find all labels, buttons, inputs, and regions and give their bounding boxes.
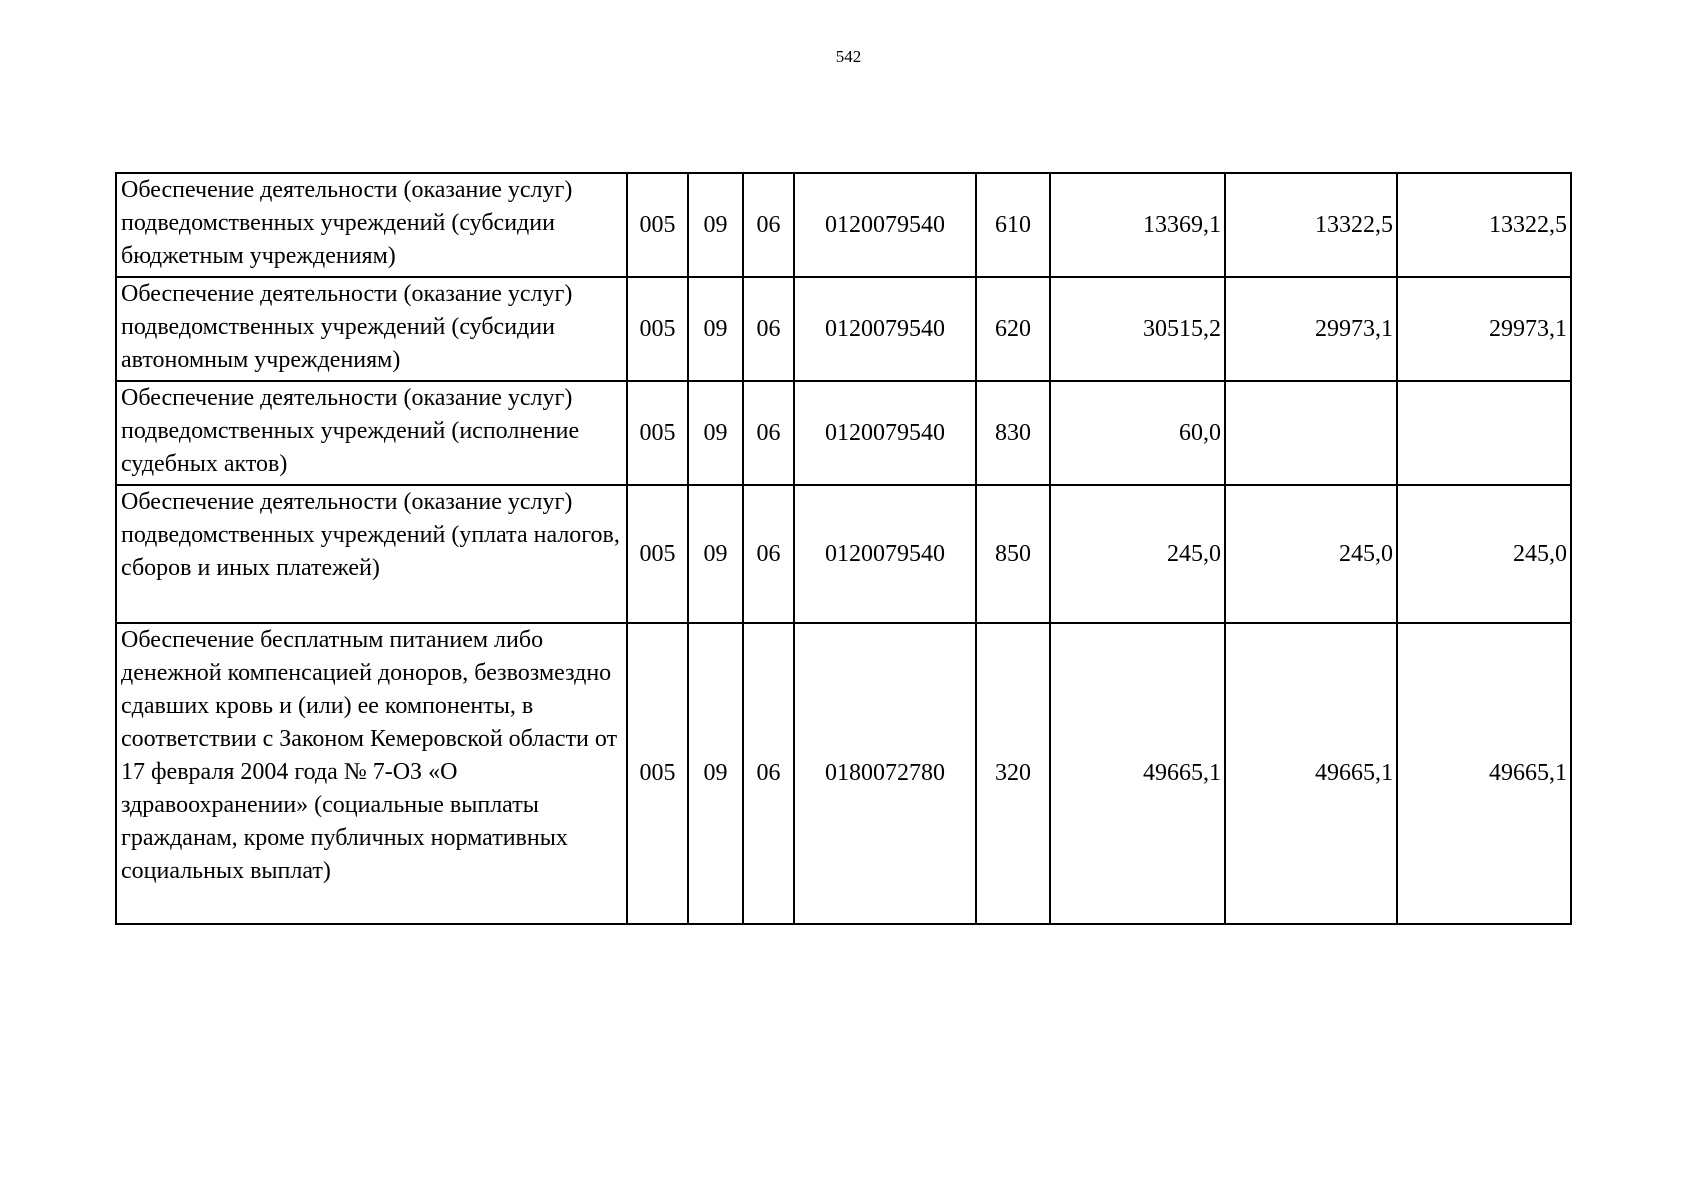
subsection-code: 06: [743, 381, 794, 485]
amount-year-3: 49665,1: [1397, 623, 1571, 924]
amount-year-2: 49665,1: [1225, 623, 1397, 924]
budget-table: [115, 172, 1572, 925]
row-description: Обеспечение деятельности (оказание услуг) подведомственных учреждений (субсидии автономным учреждениям): [116, 277, 627, 381]
amount-year-1: 49665,1: [1050, 623, 1225, 924]
table-row: [116, 173, 1571, 277]
amount-year-1: 245,0: [1050, 485, 1225, 623]
subsection-code: 06: [743, 485, 794, 623]
amount-year-2: 13322,5: [1225, 173, 1397, 277]
amount-year-3: 13322,5: [1397, 173, 1571, 277]
amount-year-2: [1225, 381, 1397, 485]
ministry-code: 005: [627, 381, 688, 485]
target-article-code: 0120079540: [794, 277, 976, 381]
expense-type-code: 620: [976, 277, 1050, 381]
subsection-code: 06: [743, 173, 794, 277]
expense-type-code: 320: [976, 623, 1050, 924]
amount-year-3: [1397, 381, 1571, 485]
expense-type-code: 610: [976, 173, 1050, 277]
table-row: [116, 485, 1571, 623]
target-article-code: 0120079540: [794, 381, 976, 485]
ministry-code: 005: [627, 173, 688, 277]
table-row: [116, 381, 1571, 485]
target-article-code: 0120079540: [794, 173, 976, 277]
ministry-code: 005: [627, 485, 688, 623]
row-description: Обеспечение деятельности (оказание услуг) подведомственных учреждений (уплата налогов, сборов и иных платежей): [116, 485, 627, 623]
expense-type-code: 830: [976, 381, 1050, 485]
table-row: [116, 623, 1571, 924]
amount-year-1: 13369,1: [1050, 173, 1225, 277]
ministry-code: 005: [627, 623, 688, 924]
row-description: Обеспечение деятельности (оказание услуг) подведомственных учреждений (субсидии бюджетным учреждениям): [116, 173, 627, 277]
section-code: 09: [688, 623, 743, 924]
amount-year-2: 245,0: [1225, 485, 1397, 623]
amount-year-2: 29973,1: [1225, 277, 1397, 381]
subsection-code: 06: [743, 277, 794, 381]
section-code: 09: [688, 173, 743, 277]
ministry-code: 005: [627, 277, 688, 381]
amount-year-3: 245,0: [1397, 485, 1571, 623]
section-code: 09: [688, 381, 743, 485]
amount-year-1: 30515,2: [1050, 277, 1225, 381]
expense-type-code: 850: [976, 485, 1050, 623]
amount-year-3: 29973,1: [1397, 277, 1571, 381]
row-description: Обеспечение бесплатным питанием либо денежной компенсацией доноров, безвозмездно сдавших кровь и (или) ее компоненты, в соответствии с Законом Кемеровской области от 17 февраля 2004 года № 7-ОЗ «О здравоохранении» (социальные выплаты гражданам, кроме публичных нормативных социальных выплат): [116, 623, 627, 924]
target-article-code: 0120079540: [794, 485, 976, 623]
row-description: Обеспечение деятельности (оказание услуг) подведомственных учреждений (исполнение судебных актов): [116, 381, 627, 485]
table-row: [116, 277, 1571, 381]
page-number: 542: [835, 47, 862, 66]
section-code: 09: [688, 485, 743, 623]
section-code: 09: [688, 277, 743, 381]
target-article-code: 0180072780: [794, 623, 976, 924]
amount-year-1: 60,0: [1050, 381, 1225, 485]
subsection-code: 06: [743, 623, 794, 924]
